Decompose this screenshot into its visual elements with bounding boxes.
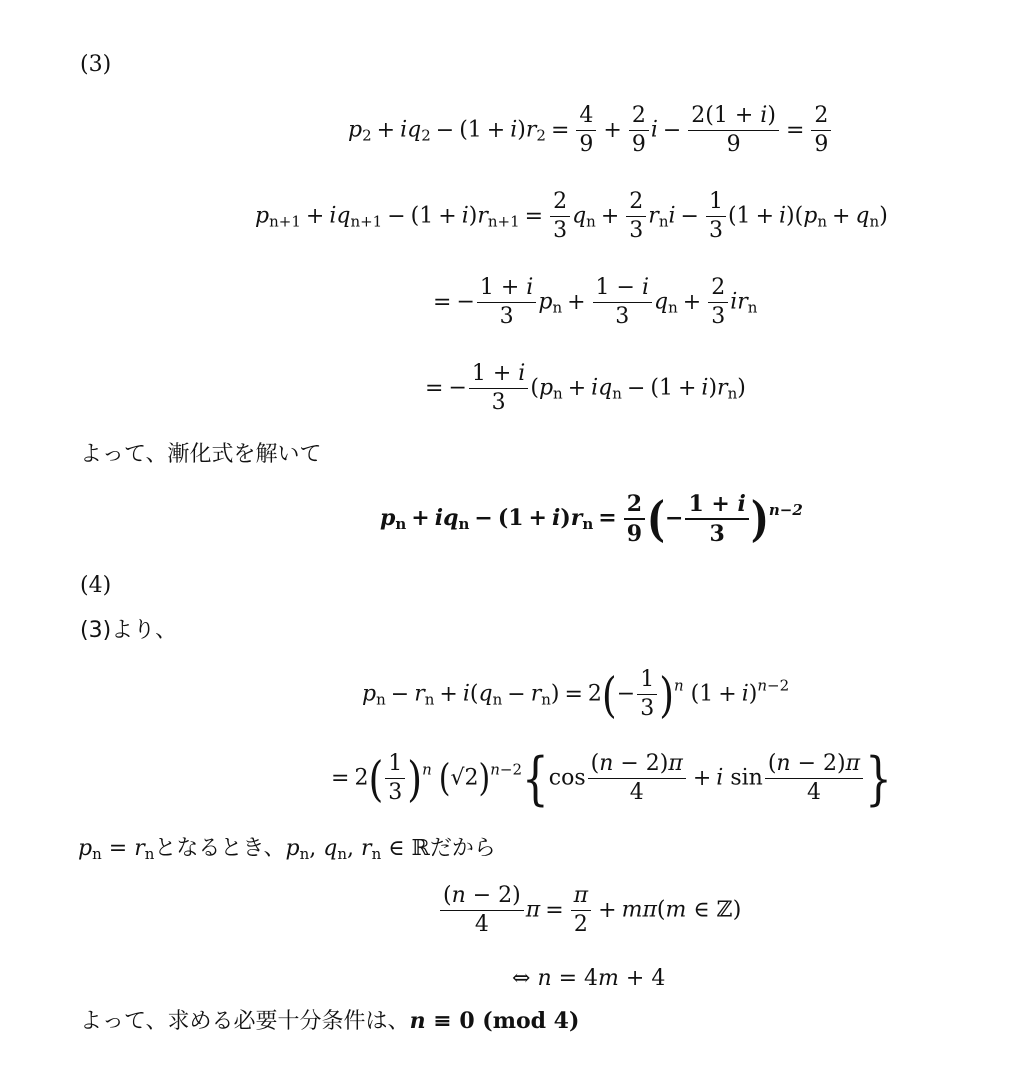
text-from-3: (3)より、	[80, 618, 178, 643]
text-yotte-1: よって、漸化式を解いて	[80, 442, 322, 467]
text-final: よって、求める必要十分条件は、n ≡ 0 (mod 4)	[80, 1008, 580, 1034]
part-4-label: (4)	[80, 573, 112, 598]
part-3-label: (3)	[80, 52, 112, 77]
text-condition: $p_n = r_n$となるとき、$p_n$, $q_n$, $r_n$ ∈ ℝだから	[78, 836, 496, 863]
